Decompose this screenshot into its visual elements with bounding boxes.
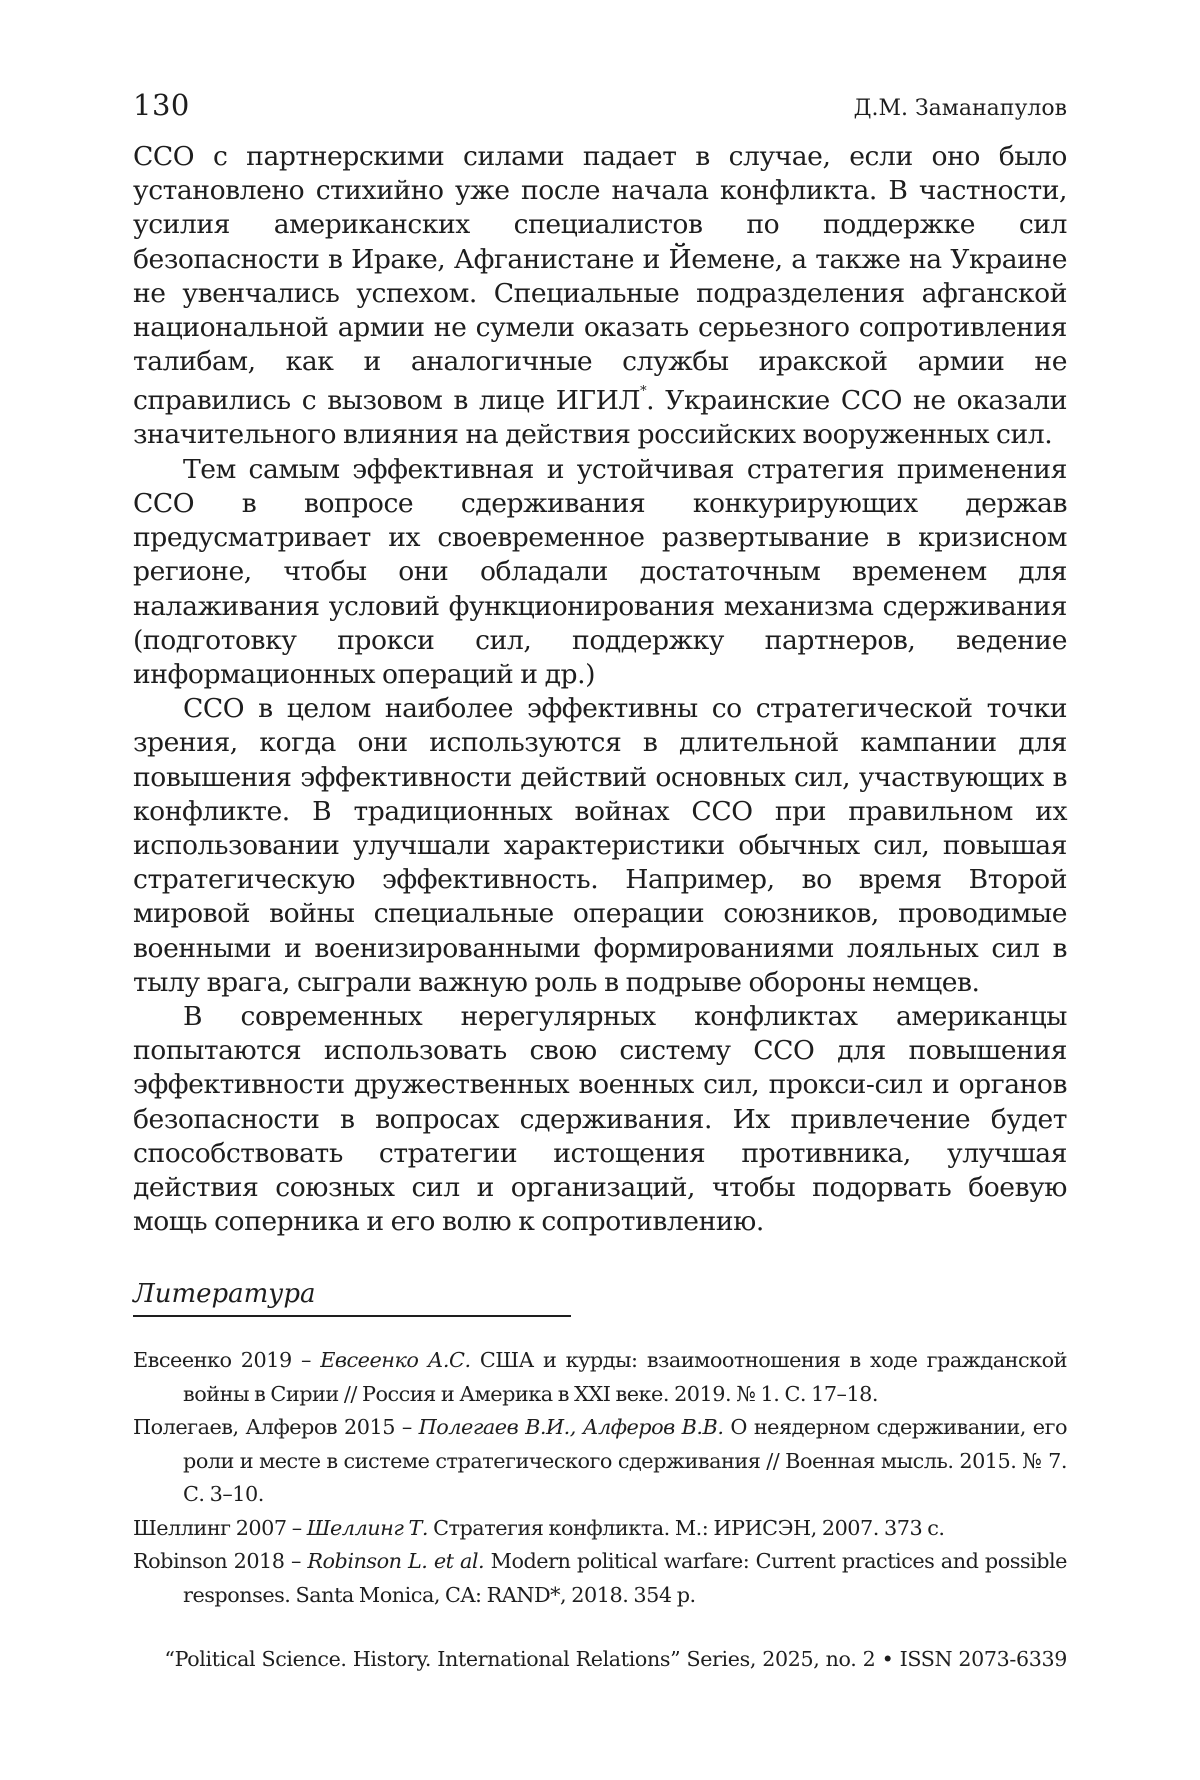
reference-item [133,1545,1067,1612]
reference-author: Евсеенко А.С. [320,1348,470,1372]
reference-author: Robinson L. et al. [307,1549,484,1573]
reference-author: Шеллинг Т. [307,1516,428,1540]
paragraph-1-text-after: . Украинские ССО не оказали значительного влияния на действия российских вооруженных сил. [133,385,1067,450]
reference-details: Modern political warfare: Current practices and possible responses. Santa Monica, CA: RAND*, 2018. 354 p. [183,1549,1067,1607]
reference-details: Стратегия конфликта. М.: ИРИСЭН, 2007. 373 с. [428,1516,945,1540]
references-heading: Литература [133,1279,571,1317]
paragraph-1 [133,140,1067,453]
footnote-mark: * [640,384,646,399]
paragraph-3: ССО в целом наиболее эффективны со стратегической точки зрения, когда они используются в длительной кампании для повышения эффективности действий основных сил, участвующих в конфликте. В традиционных войнах ССО при правильном их использовании улучшали характеристики обычных сил, повышая стратегическую эффективность. Например, во время Второй мировой войны специальные операции союзников, проводимые военными и военизированными формированиями лояльных сил в тылу врага, сыграли важную роль в подрыве обороны немцев. [133,692,1067,1000]
reference-key: Евсеенко 2019 – [133,1348,320,1372]
page-number: 130 [133,88,190,122]
paragraph-1-text-before: ССО с партнерскими силами падает в случае, если оно было установлено стихийно уже после начала конфликта. В частности, усилия американских специалистов по поддержке сил безопасности в Ираке, Афганистане и Йемене, а также на Украине не увенчались успехом. Специальные подразделения афганской национальной армии не сумели оказать серьезного сопротивления талибам, как и аналогичные службы иракской армии не справились с вызовом в лице ИГИЛ [133,141,1067,416]
page [133,88,1067,1239]
reference-key: Полегаев, Алферов 2015 – [133,1415,419,1439]
page-header [133,88,1067,132]
references-list [133,1344,1067,1612]
paragraph-4: В современных нерегулярных конфликтах американцы попытаются использовать свою систему ССО для повышения эффективности дружественных военных сил, прокси-сил и органов безопасности в вопросах сдерживания. Их привлечение будет способствовать стратегии истощения противника, улучшая действия союзных сил и организаций, чтобы подорвать боевую мощь соперника и его волю к сопротивлению. [133,1000,1067,1239]
references-section [133,1279,1067,1612]
reference-item [133,1344,1067,1411]
reference-item [133,1512,1067,1546]
paragraph-2: Тем самым эффективная и устойчивая стратегия применения ССО в вопросе сдерживания конкурирующих держав предусматривает их своевременное развертывание в кризисном регионе, чтобы они обладали достаточным временем для налаживания условий функционирования механизма сдерживания (подготовку прокси сил, поддержку партнеров, ведение информационных операций и др.) [133,453,1067,692]
reference-key: Шеллинг 2007 – [133,1516,307,1540]
reference-key: Robinson 2018 – [133,1549,307,1573]
body-text [133,140,1067,1239]
page-footer: “Political Science. History. International Relations” Series, 2025, no. 2 • ISSN 2073-6339 [164,1647,1067,1671]
running-head-author: Д.М. Заманапулов [854,96,1067,121]
reference-details: США и курды: взаимоотношения в ходе гражданской войны в Сирии // Россия и Америка в XXI веке. 2019. № 1. С. 17–18. [183,1348,1067,1406]
reference-author: Полегаев В.И., Алферов В.В. [419,1415,724,1439]
reference-item [133,1411,1067,1512]
reference-details: О неядерном сдерживании, его роли и месте в системе стратегического сдерживания // Военная мысль. 2015. № 7. С. 3–10. [183,1415,1067,1506]
